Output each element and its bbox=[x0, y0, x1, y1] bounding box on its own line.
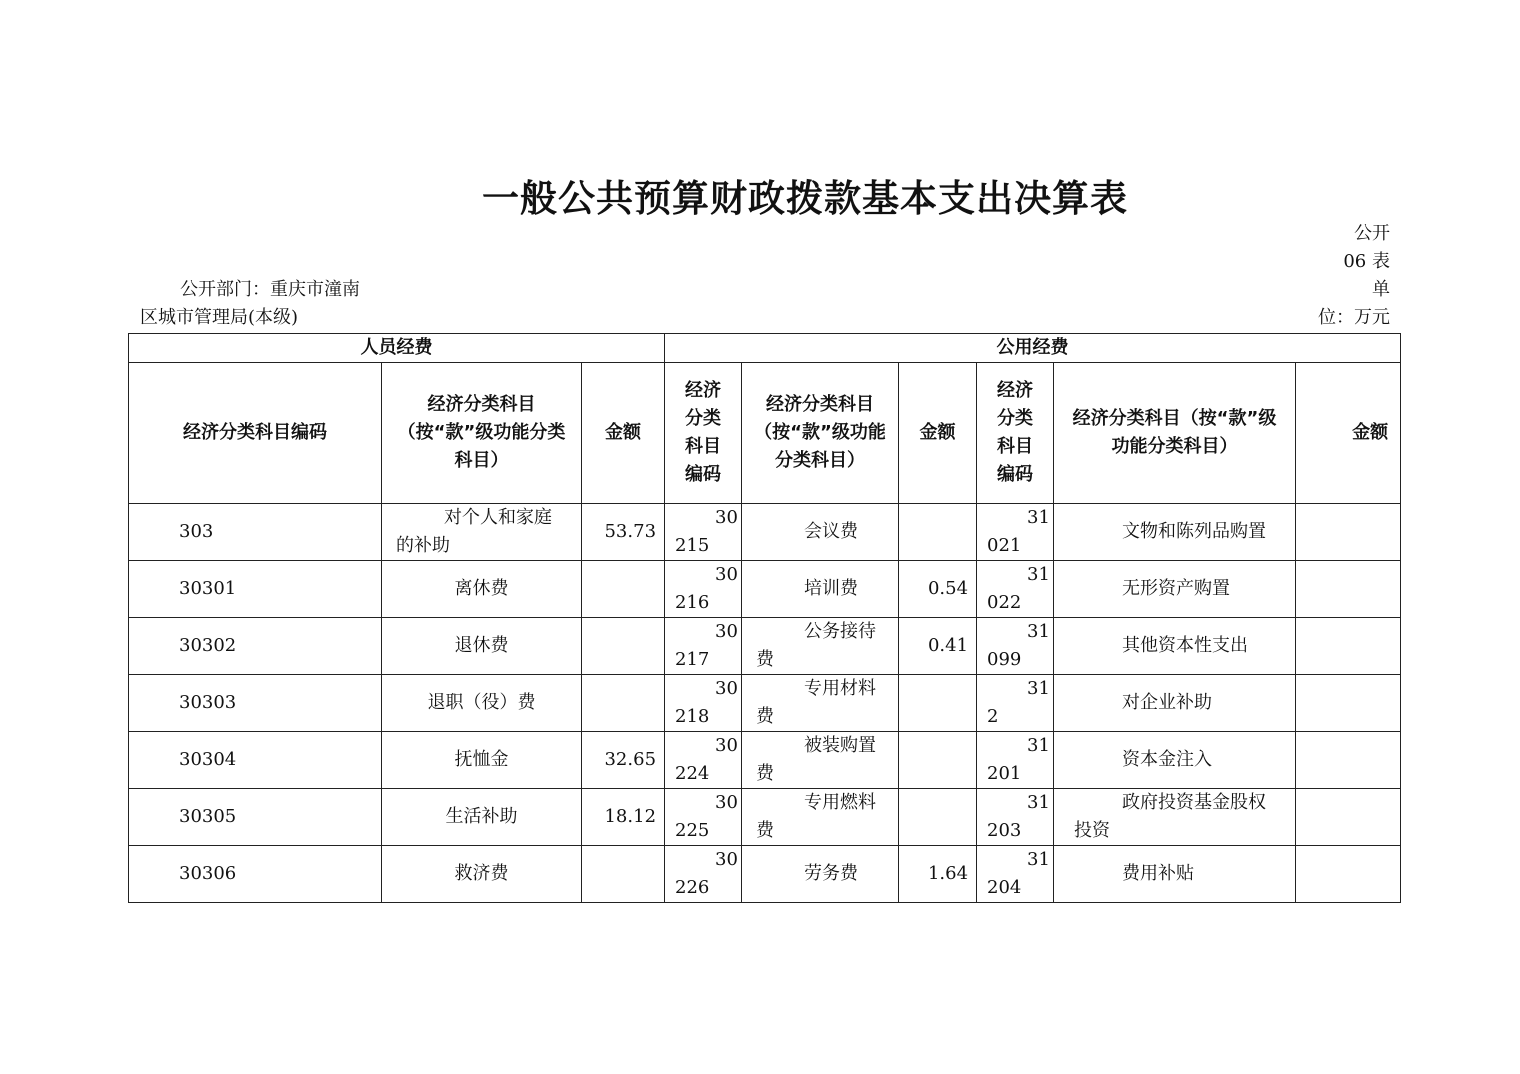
cell-public-name: 专用燃料费 bbox=[742, 789, 899, 846]
cell-personnel-name: 退职（役）费 bbox=[382, 675, 582, 732]
cell-capital-code: 31201 bbox=[977, 732, 1054, 789]
cell-personnel-amount bbox=[582, 846, 665, 903]
cell-personnel-code: 303 bbox=[129, 504, 382, 561]
cell-public-amount bbox=[899, 504, 977, 561]
table-row bbox=[129, 504, 1401, 561]
cell-public-amount: 1.64 bbox=[899, 846, 977, 903]
header-capital-amount: 金额 bbox=[1296, 363, 1401, 504]
cell-capital-amount bbox=[1296, 846, 1401, 903]
cell-capital-name: 资本金注入 bbox=[1054, 732, 1296, 789]
page-title: 一般公共预算财政拨款基本支出决算表 bbox=[482, 177, 1128, 220]
cell-personnel-code: 30302 bbox=[129, 618, 382, 675]
cell-public-amount: 0.41 bbox=[899, 618, 977, 675]
cell-public-code: 30216 bbox=[665, 561, 742, 618]
cell-personnel-name: 救济费 bbox=[382, 846, 582, 903]
column-header-row bbox=[129, 363, 1401, 504]
cell-personnel-name: 对个人和家庭的补助 bbox=[382, 504, 582, 561]
cell-personnel-code: 30306 bbox=[129, 846, 382, 903]
cell-public-name: 专用材料费 bbox=[742, 675, 899, 732]
budget-table bbox=[128, 333, 1401, 903]
unit-line1: 单 bbox=[1372, 279, 1390, 300]
cell-capital-code: 31204 bbox=[977, 846, 1054, 903]
cell-public-name: 会议费 bbox=[742, 504, 899, 561]
header-name: 经济分类科目（按“款”级功能分类科目） bbox=[382, 363, 582, 504]
cell-personnel-amount: 18.12 bbox=[582, 789, 665, 846]
cell-capital-name: 对企业补助 bbox=[1054, 675, 1296, 732]
table-row bbox=[129, 732, 1401, 789]
table-row bbox=[129, 561, 1401, 618]
cell-capital-amount bbox=[1296, 789, 1401, 846]
table-row bbox=[129, 789, 1401, 846]
cell-public-code: 30218 bbox=[665, 675, 742, 732]
cell-capital-amount bbox=[1296, 618, 1401, 675]
unit-line2: 位：万元 bbox=[1318, 307, 1390, 328]
cell-public-amount bbox=[899, 675, 977, 732]
header-public-name: 经济分类科目（按“款”级功能分类科目） bbox=[742, 363, 899, 504]
cell-capital-code: 312 bbox=[977, 675, 1054, 732]
group-personnel: 人员经费 bbox=[129, 334, 665, 363]
header-capital-name: 经济分类科目（按“款”级功能分类科目） bbox=[1054, 363, 1296, 504]
cell-personnel-code: 30303 bbox=[129, 675, 382, 732]
cell-personnel-code: 30304 bbox=[129, 732, 382, 789]
cell-public-name: 劳务费 bbox=[742, 846, 899, 903]
cell-personnel-code: 30301 bbox=[129, 561, 382, 618]
cell-capital-code: 31203 bbox=[977, 789, 1054, 846]
group-public: 公用经费 bbox=[665, 334, 1401, 363]
cell-capital-amount bbox=[1296, 504, 1401, 561]
cell-capital-code: 31021 bbox=[977, 504, 1054, 561]
group-header-row bbox=[129, 334, 1401, 363]
header-public-code: 经济分类科目编码 bbox=[665, 363, 742, 504]
cell-capital-name: 政府投资基金股权投资 bbox=[1054, 789, 1296, 846]
cell-public-code: 30215 bbox=[665, 504, 742, 561]
department-label-line2: 区城市管理局(本级) bbox=[140, 307, 299, 328]
cell-public-name: 公务接待费 bbox=[742, 618, 899, 675]
cell-personnel-amount bbox=[582, 618, 665, 675]
header-code: 经济分类科目编码 bbox=[129, 363, 382, 504]
cell-public-code: 30224 bbox=[665, 732, 742, 789]
cell-personnel-amount: 53.73 bbox=[582, 504, 665, 561]
cell-capital-amount bbox=[1296, 561, 1401, 618]
cell-personnel-amount: 32.65 bbox=[582, 732, 665, 789]
cell-capital-code: 31022 bbox=[977, 561, 1054, 618]
cell-public-name: 培训费 bbox=[742, 561, 899, 618]
cell-capital-name: 文物和陈列品购置 bbox=[1054, 504, 1296, 561]
header-capital-code: 经济分类科目编码 bbox=[977, 363, 1054, 504]
cell-personnel-code: 30305 bbox=[129, 789, 382, 846]
header-amount: 金额 bbox=[582, 363, 665, 504]
cell-public-amount bbox=[899, 789, 977, 846]
cell-capital-amount bbox=[1296, 675, 1401, 732]
cell-public-code: 30225 bbox=[665, 789, 742, 846]
table-row bbox=[129, 846, 1401, 903]
cell-public-code: 30217 bbox=[665, 618, 742, 675]
table-row bbox=[129, 675, 1401, 732]
form-id-line2: 06 表 bbox=[1343, 251, 1390, 272]
table-row bbox=[129, 618, 1401, 675]
cell-personnel-amount bbox=[582, 675, 665, 732]
cell-capital-name: 其他资本性支出 bbox=[1054, 618, 1296, 675]
cell-personnel-name: 离休费 bbox=[382, 561, 582, 618]
cell-public-amount bbox=[899, 732, 977, 789]
cell-capital-amount bbox=[1296, 732, 1401, 789]
cell-personnel-name: 退休费 bbox=[382, 618, 582, 675]
cell-public-amount: 0.54 bbox=[899, 561, 977, 618]
form-id-line1: 公开 bbox=[1354, 223, 1390, 244]
cell-personnel-amount bbox=[582, 561, 665, 618]
cell-personnel-name: 生活补助 bbox=[382, 789, 582, 846]
cell-public-name: 被装购置费 bbox=[742, 732, 899, 789]
cell-public-code: 30226 bbox=[665, 846, 742, 903]
cell-capital-name: 无形资产购置 bbox=[1054, 561, 1296, 618]
header-public-amount: 金额 bbox=[899, 363, 977, 504]
cell-capital-code: 31099 bbox=[977, 618, 1054, 675]
cell-capital-name: 费用补贴 bbox=[1054, 846, 1296, 903]
cell-personnel-name: 抚恤金 bbox=[382, 732, 582, 789]
department-label-line1: 公开部门：重庆市潼南 bbox=[180, 279, 360, 300]
